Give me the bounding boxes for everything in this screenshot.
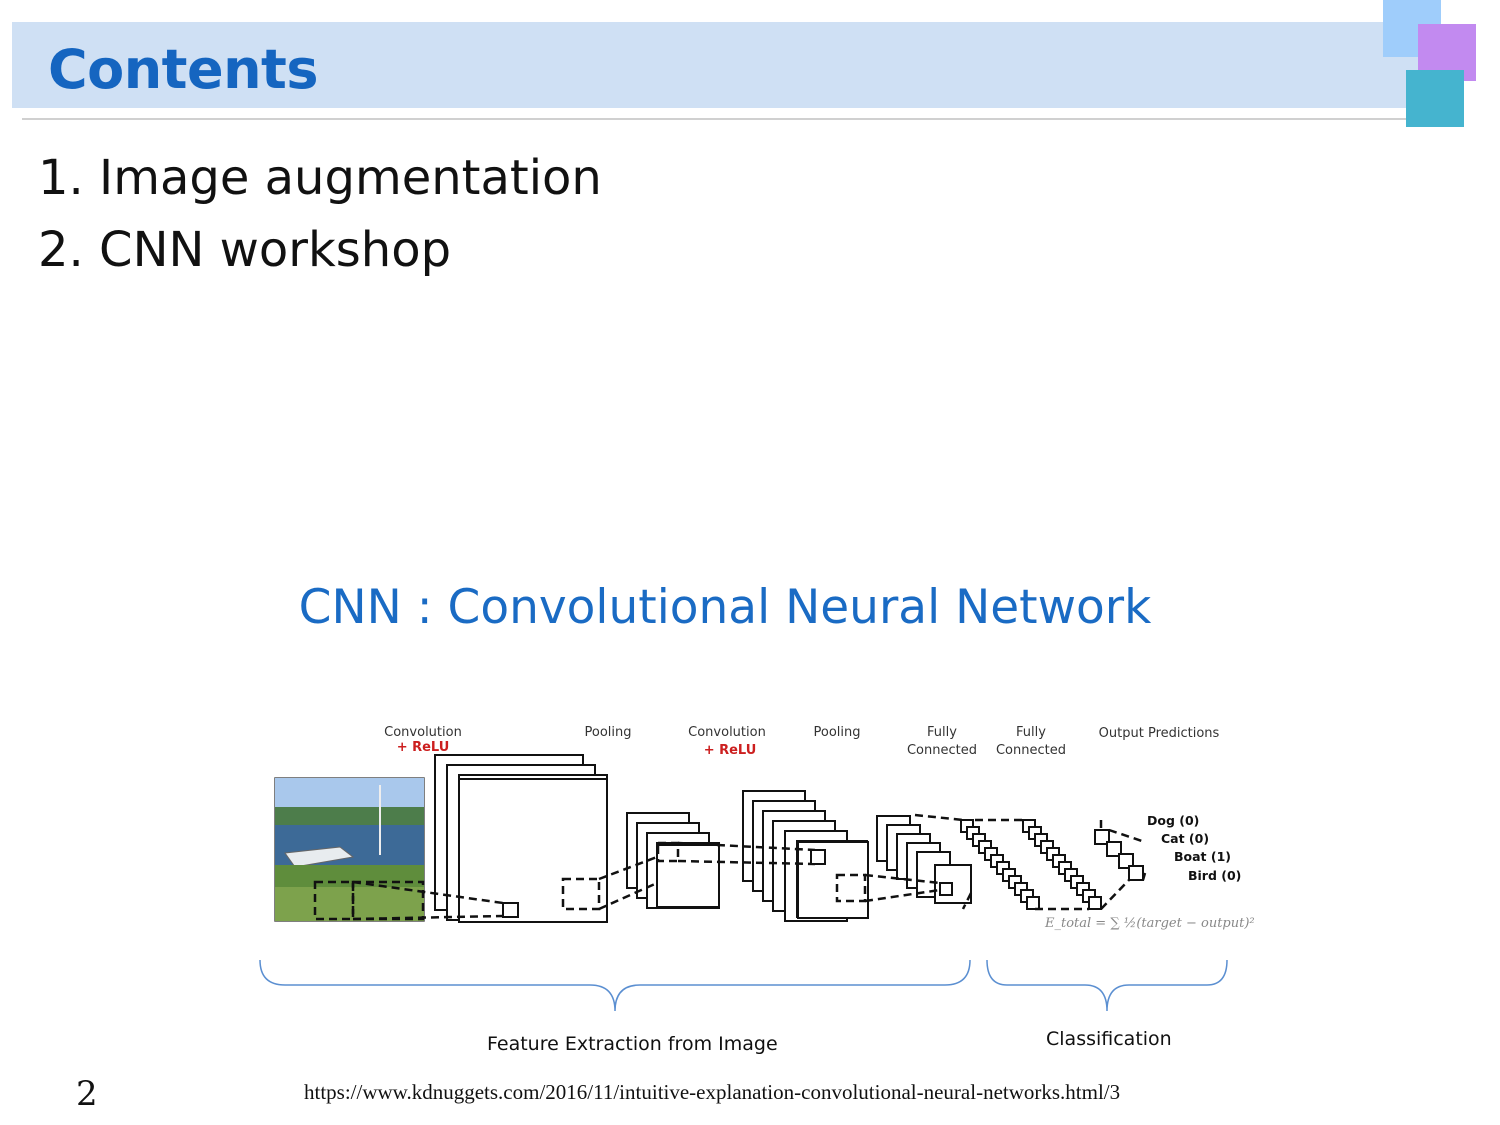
output-label-bird: Bird (0) xyxy=(1188,868,1242,883)
layer-label-fc2: Fully xyxy=(1016,725,1046,740)
output-label-dog: Dog (0) xyxy=(1147,813,1200,828)
slide-title: Contents xyxy=(48,38,319,101)
loss-formula: E_total = ∑ ½(target − output)² xyxy=(1045,916,1255,931)
layer-label-fc1-connected: Connected xyxy=(906,743,978,758)
input-image xyxy=(275,778,424,921)
contents-item-1: 1. Image augmentation xyxy=(38,150,602,206)
layer-label-pool1: Pooling xyxy=(584,725,632,740)
layer-label-fc1: Fully xyxy=(927,725,957,740)
contents-item-2: 2. CNN workshop xyxy=(38,222,452,278)
brace-feature-extraction xyxy=(260,960,970,1011)
layer-label-conv1-relu: + ReLU xyxy=(396,740,450,755)
source-citation: https://www.kdnuggets.com/2016/11/intuitive-explanation-convolutional-neural-networks.html/3 xyxy=(304,1080,1121,1104)
layer-label-conv2-relu: + ReLU xyxy=(703,743,757,758)
page-number: 2 xyxy=(76,1074,98,1114)
cnn-architecture-diagram xyxy=(255,715,1265,1060)
output-label-cat: Cat (0) xyxy=(1161,831,1210,846)
layer-label-output: Output Predictions xyxy=(1098,726,1220,741)
caption-feature-extraction: Feature Extraction from Image xyxy=(487,1033,778,1055)
decor-square-teal xyxy=(1406,70,1464,127)
output-label-boat: Boat (1) xyxy=(1174,849,1232,864)
layer-label-conv1: Convolution xyxy=(384,725,462,740)
layer-label-pool2: Pooling xyxy=(813,725,861,740)
layer-label-conv2: Convolution xyxy=(688,725,766,740)
title-divider xyxy=(22,118,1417,120)
layer-label-fc2-connected: Connected xyxy=(995,743,1067,758)
figure-title: CNN : Convolutional Neural Network xyxy=(298,580,1152,635)
caption-classification: Classification xyxy=(1046,1028,1172,1050)
brace-classification xyxy=(987,960,1227,1011)
